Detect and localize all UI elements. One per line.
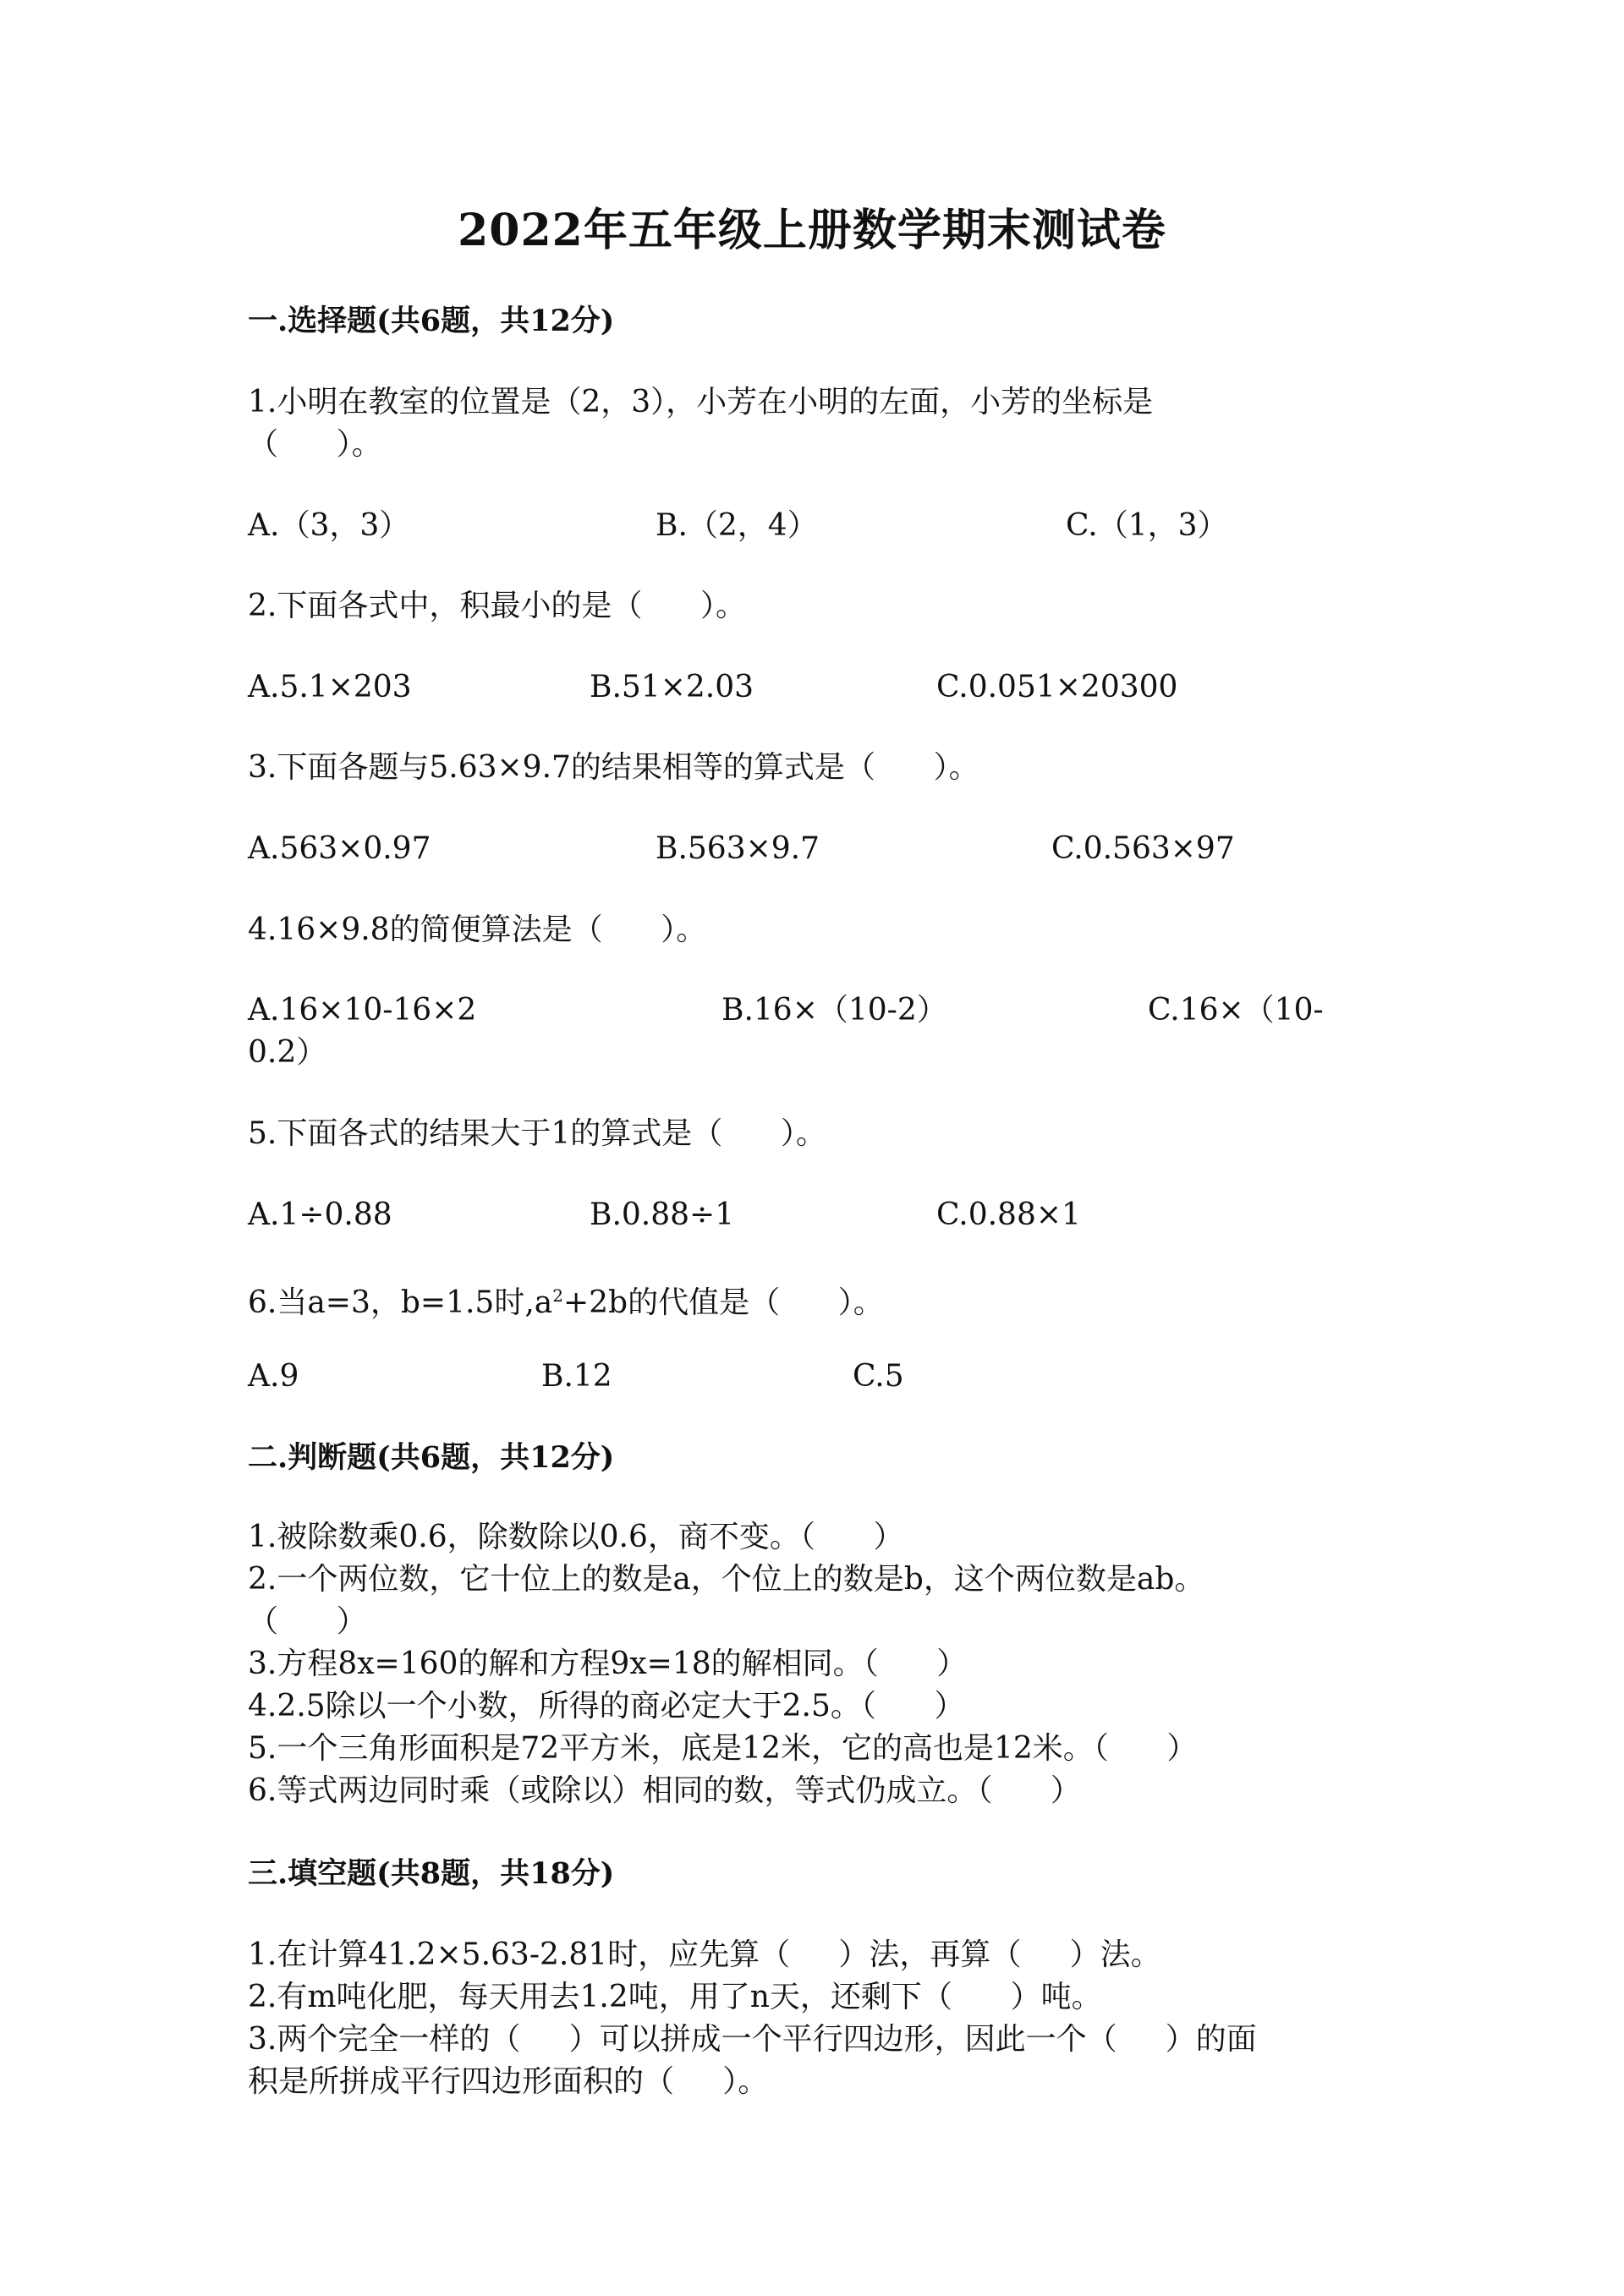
option-a: A.563×0.97 <box>248 831 431 866</box>
option-a: A.1÷0.88 <box>248 1197 392 1232</box>
fill-item-cont: 积是所拼成平行四边形面积的（ ）。 <box>248 2064 769 2099</box>
option-a: A.5.1×203 <box>248 670 412 704</box>
judgement-item: 5.一个三角形面积是72平方米，底是12米，它的高也是12米。（ ） <box>248 1731 1198 1766</box>
judgement-item: 3.方程8x=160的解和方程9x=18的解相同。（ ） <box>248 1647 968 1681</box>
option-c: C.0.051×20300 <box>936 670 1178 704</box>
option-a: A.9 <box>248 1359 299 1394</box>
question-stem: 5.下面各式的结果大于1的算式是（ ）。 <box>248 1116 826 1151</box>
section-heading-judgement: 二.判断题(共6题，共12分) <box>248 1440 615 1475</box>
option-a: A.16×10-16×2 <box>248 993 477 1027</box>
fill-item: 2.有m吨化肥，每天用去1.2吨，用了n天，还剩下（ ）吨。 <box>248 1980 1102 2014</box>
page-title: 2022年五年级上册数学期末测试卷 <box>458 205 1166 256</box>
stem-post: +2b的代值是（ ）。 <box>562 1285 884 1320</box>
stem-pre: 6.当a=3，b=1.5时,a <box>248 1285 553 1320</box>
judgement-item: 2.一个两位数，它十位上的数是a，个位上的数是b，这个两位数是ab。 <box>248 1562 1205 1597</box>
option-c: C.16×（10- <box>1148 993 1324 1027</box>
question-stem <box>248 1274 884 1324</box>
judgement-item: 6.等式两边同时乘（或除以）相同的数，等式仍成立。（ ） <box>248 1773 1082 1808</box>
section-heading-choice: 一.选择题(共6题，共12分) <box>248 304 615 338</box>
option-c: C.5 <box>853 1359 904 1394</box>
judgement-item: 1.被除数乘0.6，除数除以0.6，商不变。（ ） <box>248 1520 904 1554</box>
option-b: B.16×（10-2） <box>721 993 947 1027</box>
question-stem: 2.下面各式中，积最小的是（ ）。 <box>248 589 747 623</box>
option-c: C.（1，3） <box>1066 508 1228 543</box>
option-b: B.12 <box>541 1359 612 1394</box>
question-stem: 4.16×9.8的简便算法是（ ）。 <box>248 912 707 947</box>
section-heading-fill: 三.填空题(共8题，共18分) <box>248 1856 615 1891</box>
option-a: A.（3，3） <box>248 508 410 543</box>
judgement-item: 4.2.5除以一个小数，所得的商必定大于2.5。（ ） <box>248 1689 965 1723</box>
option-b: B.（2，4） <box>656 508 818 543</box>
question-stem: 3.下面各题与5.63×9.7的结果相等的算式是（ ）。 <box>248 750 979 785</box>
option-c-cont: 0.2） <box>248 1035 327 1070</box>
option-c: C.0.88×1 <box>936 1197 1081 1232</box>
question-stem-cont: （ ）。 <box>248 427 382 462</box>
judgement-item-cont: （ ） <box>248 1604 367 1639</box>
fill-item: 3.两个完全一样的（ ）可以拼成一个平行四边形，因此一个（ ）的面 <box>248 2022 1257 2057</box>
question-stem: 1.小明在教室的位置是（2，3），小芳在小明的左面，小芳的坐标是 <box>248 385 1154 419</box>
superscript: 2 <box>552 1285 563 1306</box>
option-c: C.0.563×97 <box>1051 831 1235 866</box>
fill-item: 1.在计算41.2×5.63-2.81时，应先算（ ）法，再算（ ）法。 <box>248 1937 1161 1972</box>
option-b: B.563×9.7 <box>656 831 820 866</box>
option-b: B.0.88÷1 <box>590 1197 735 1232</box>
option-b: B.51×2.03 <box>590 670 754 704</box>
